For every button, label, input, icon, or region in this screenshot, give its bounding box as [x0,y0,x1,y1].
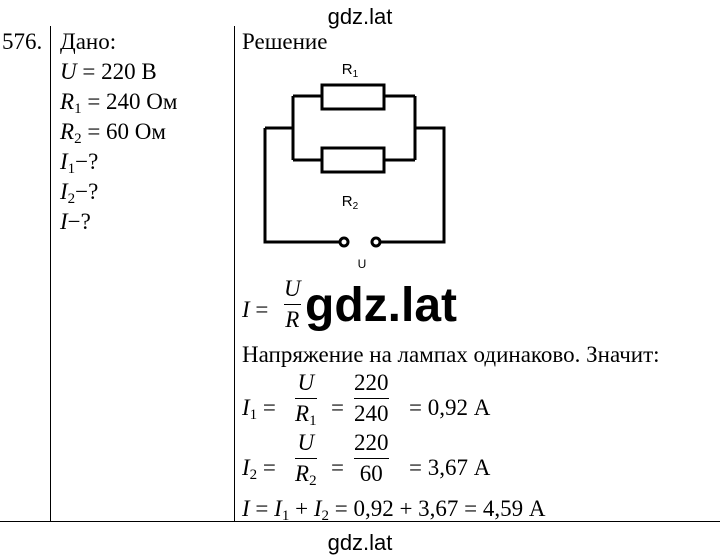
given-line-i2 [60,180,98,207]
circuit-wire-left [265,128,340,242]
given-sub: 2 [74,131,82,147]
given-value: = 240 Ом [81,89,178,114]
column-divider-right [234,26,235,522]
ohm-numerator: U [284,276,301,301]
ohm-lhs: I = [242,297,269,322]
given-var: I [60,179,68,204]
circuit-diagram [255,50,455,270]
i2-lhs: $I_2$ = [242,455,276,483]
given-line-r1 [60,90,177,117]
column-divider-left [50,26,51,522]
watermark-top: gdz.lat [327,4,393,29]
i1-fraction-symbolic: U $R_1$ [295,370,317,429]
given-sub: 1 [74,101,82,117]
terminal-left [340,238,348,246]
watermark-center: gdz.lat [305,279,457,332]
given-var: R [60,119,75,144]
given-value: = 60 Ом [81,119,166,144]
i1-lhs: $I_1$ = [242,395,276,423]
given-sub: 2 [67,191,76,207]
i1-fraction-numeric [354,370,389,427]
circuit-wire-right [381,128,444,242]
source-label: U [357,257,367,270]
equals-sign: = [331,395,344,420]
resistor-r2-label: $R_2$ [341,193,359,212]
problem-number: 576. [2,29,43,54]
resistor-r1-label: $R_1$ [341,61,359,80]
i2-result: = 3,67 А [409,455,491,480]
given-title: Дано: [60,29,117,54]
equals-sign: = [331,455,344,480]
given-value: = 220 В [76,59,157,84]
given-line-i1 [60,150,98,177]
solution-statement: Напряжение на лампах одинаково. Значит: [242,342,660,367]
given-var: R [60,89,75,114]
i2-numerator: 220 [354,430,389,455]
watermark-bottom: gdz.lat [327,530,393,555]
resistor-r2 [322,148,384,172]
i1-numerator: 220 [354,370,389,395]
given-value: −? [75,179,99,204]
given-var: I [60,209,68,234]
ohm-fraction [284,276,301,333]
fraction-bar [284,304,301,305]
given-var: U [60,59,77,84]
total-current: $I = I_1 + I_2 = 0,92 + 3,67 = 4,59$ А [242,496,546,524]
ohm-denominator: R [285,307,300,332]
i2-denominator: 60 [359,461,383,486]
solution-title: Решение [242,29,328,54]
given-line-i [60,210,91,233]
i1-denominator: 240 [354,401,389,426]
given-line-u [60,60,157,83]
i1-result: = 0,92 А [409,395,491,420]
given-line-r2 [60,120,166,147]
terminal-right [372,238,380,246]
i2-fraction-numeric [354,430,389,487]
given-sub: 1 [67,161,76,177]
given-value: −? [75,149,99,174]
i2-fraction-symbolic: U $R_2$ [295,430,317,489]
given-var: I [60,149,68,174]
resistor-r1 [322,85,384,109]
given-value: −? [67,209,91,234]
